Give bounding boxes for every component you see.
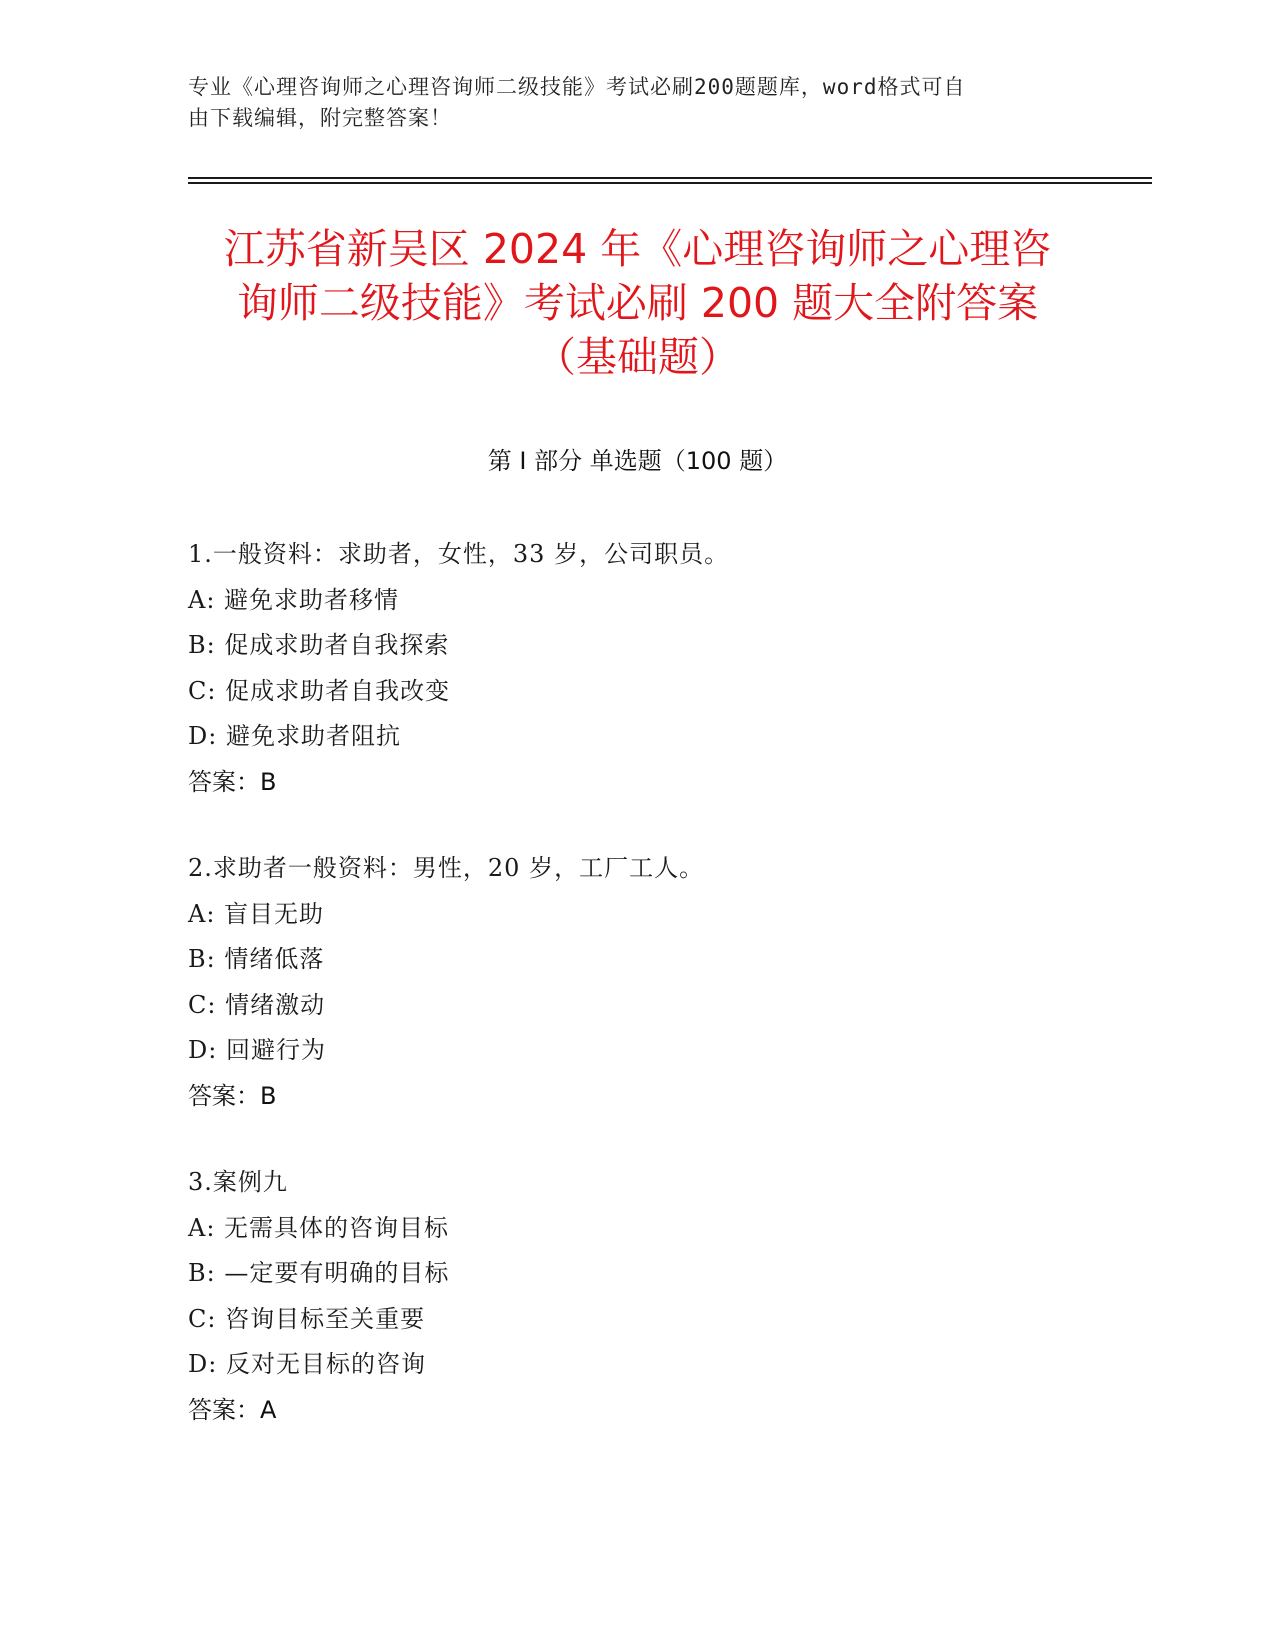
question-stem: 1.一般资料：求助者，女性，33 岁，公司职员。 xyxy=(188,540,730,568)
option-c: C: 咨询目标至关重要 xyxy=(188,1304,426,1333)
option-b: B: —定要有明确的目标 xyxy=(188,1259,450,1287)
document-title xyxy=(150,222,1125,384)
question-item xyxy=(188,532,1128,805)
answer-label: 答案：A xyxy=(188,1395,277,1424)
question-item xyxy=(188,1160,1128,1433)
header-note-line-1: 专业《心理咨询师之心理咨询师二级技能》考试必刷200题题库，word格式可自 xyxy=(188,75,966,99)
document-title-line-2: 询师二级技能》考试必刷 200 题大全附答案 xyxy=(236,279,1039,327)
option-c: C: 情绪激动 xyxy=(188,990,326,1019)
option-a: A: 避免求助者移情 xyxy=(188,585,400,614)
answer-label: 答案：B xyxy=(188,1081,277,1110)
header-divider-bottom xyxy=(188,182,1152,184)
option-b: B: 情绪低落 xyxy=(188,945,325,973)
question-stem: 2.求助者一般资料：男性，20 岁，工厂工人。 xyxy=(188,854,705,882)
header-note-line-2: 由下载编辑，附完整答案！ xyxy=(188,106,452,130)
option-a: A: 盲目无助 xyxy=(188,899,325,928)
option-a: A: 无需具体的咨询目标 xyxy=(188,1213,450,1242)
question-item xyxy=(188,846,1128,1119)
header-note xyxy=(188,72,1068,134)
question-list xyxy=(188,532,1128,1474)
question-stem: 3.案例九 xyxy=(188,1168,288,1196)
option-d: D: 避免求助者阻抗 xyxy=(188,722,401,750)
document-title-line-1: 江苏省新吴区 2024 年《心理咨询师之心理咨 xyxy=(223,225,1052,273)
option-c: C: 促成求助者自我改变 xyxy=(188,676,451,705)
option-b: B: 促成求助者自我探索 xyxy=(188,631,450,659)
option-d: D: 反对无目标的咨询 xyxy=(188,1350,426,1378)
option-d: D: 回避行为 xyxy=(188,1036,326,1064)
section-title: 第 I 部分 单选题（100 题） xyxy=(487,447,788,475)
document-title-line-3: （基础题） xyxy=(535,333,740,381)
header-divider-top xyxy=(188,177,1152,179)
answer-label: 答案：B xyxy=(188,767,277,796)
